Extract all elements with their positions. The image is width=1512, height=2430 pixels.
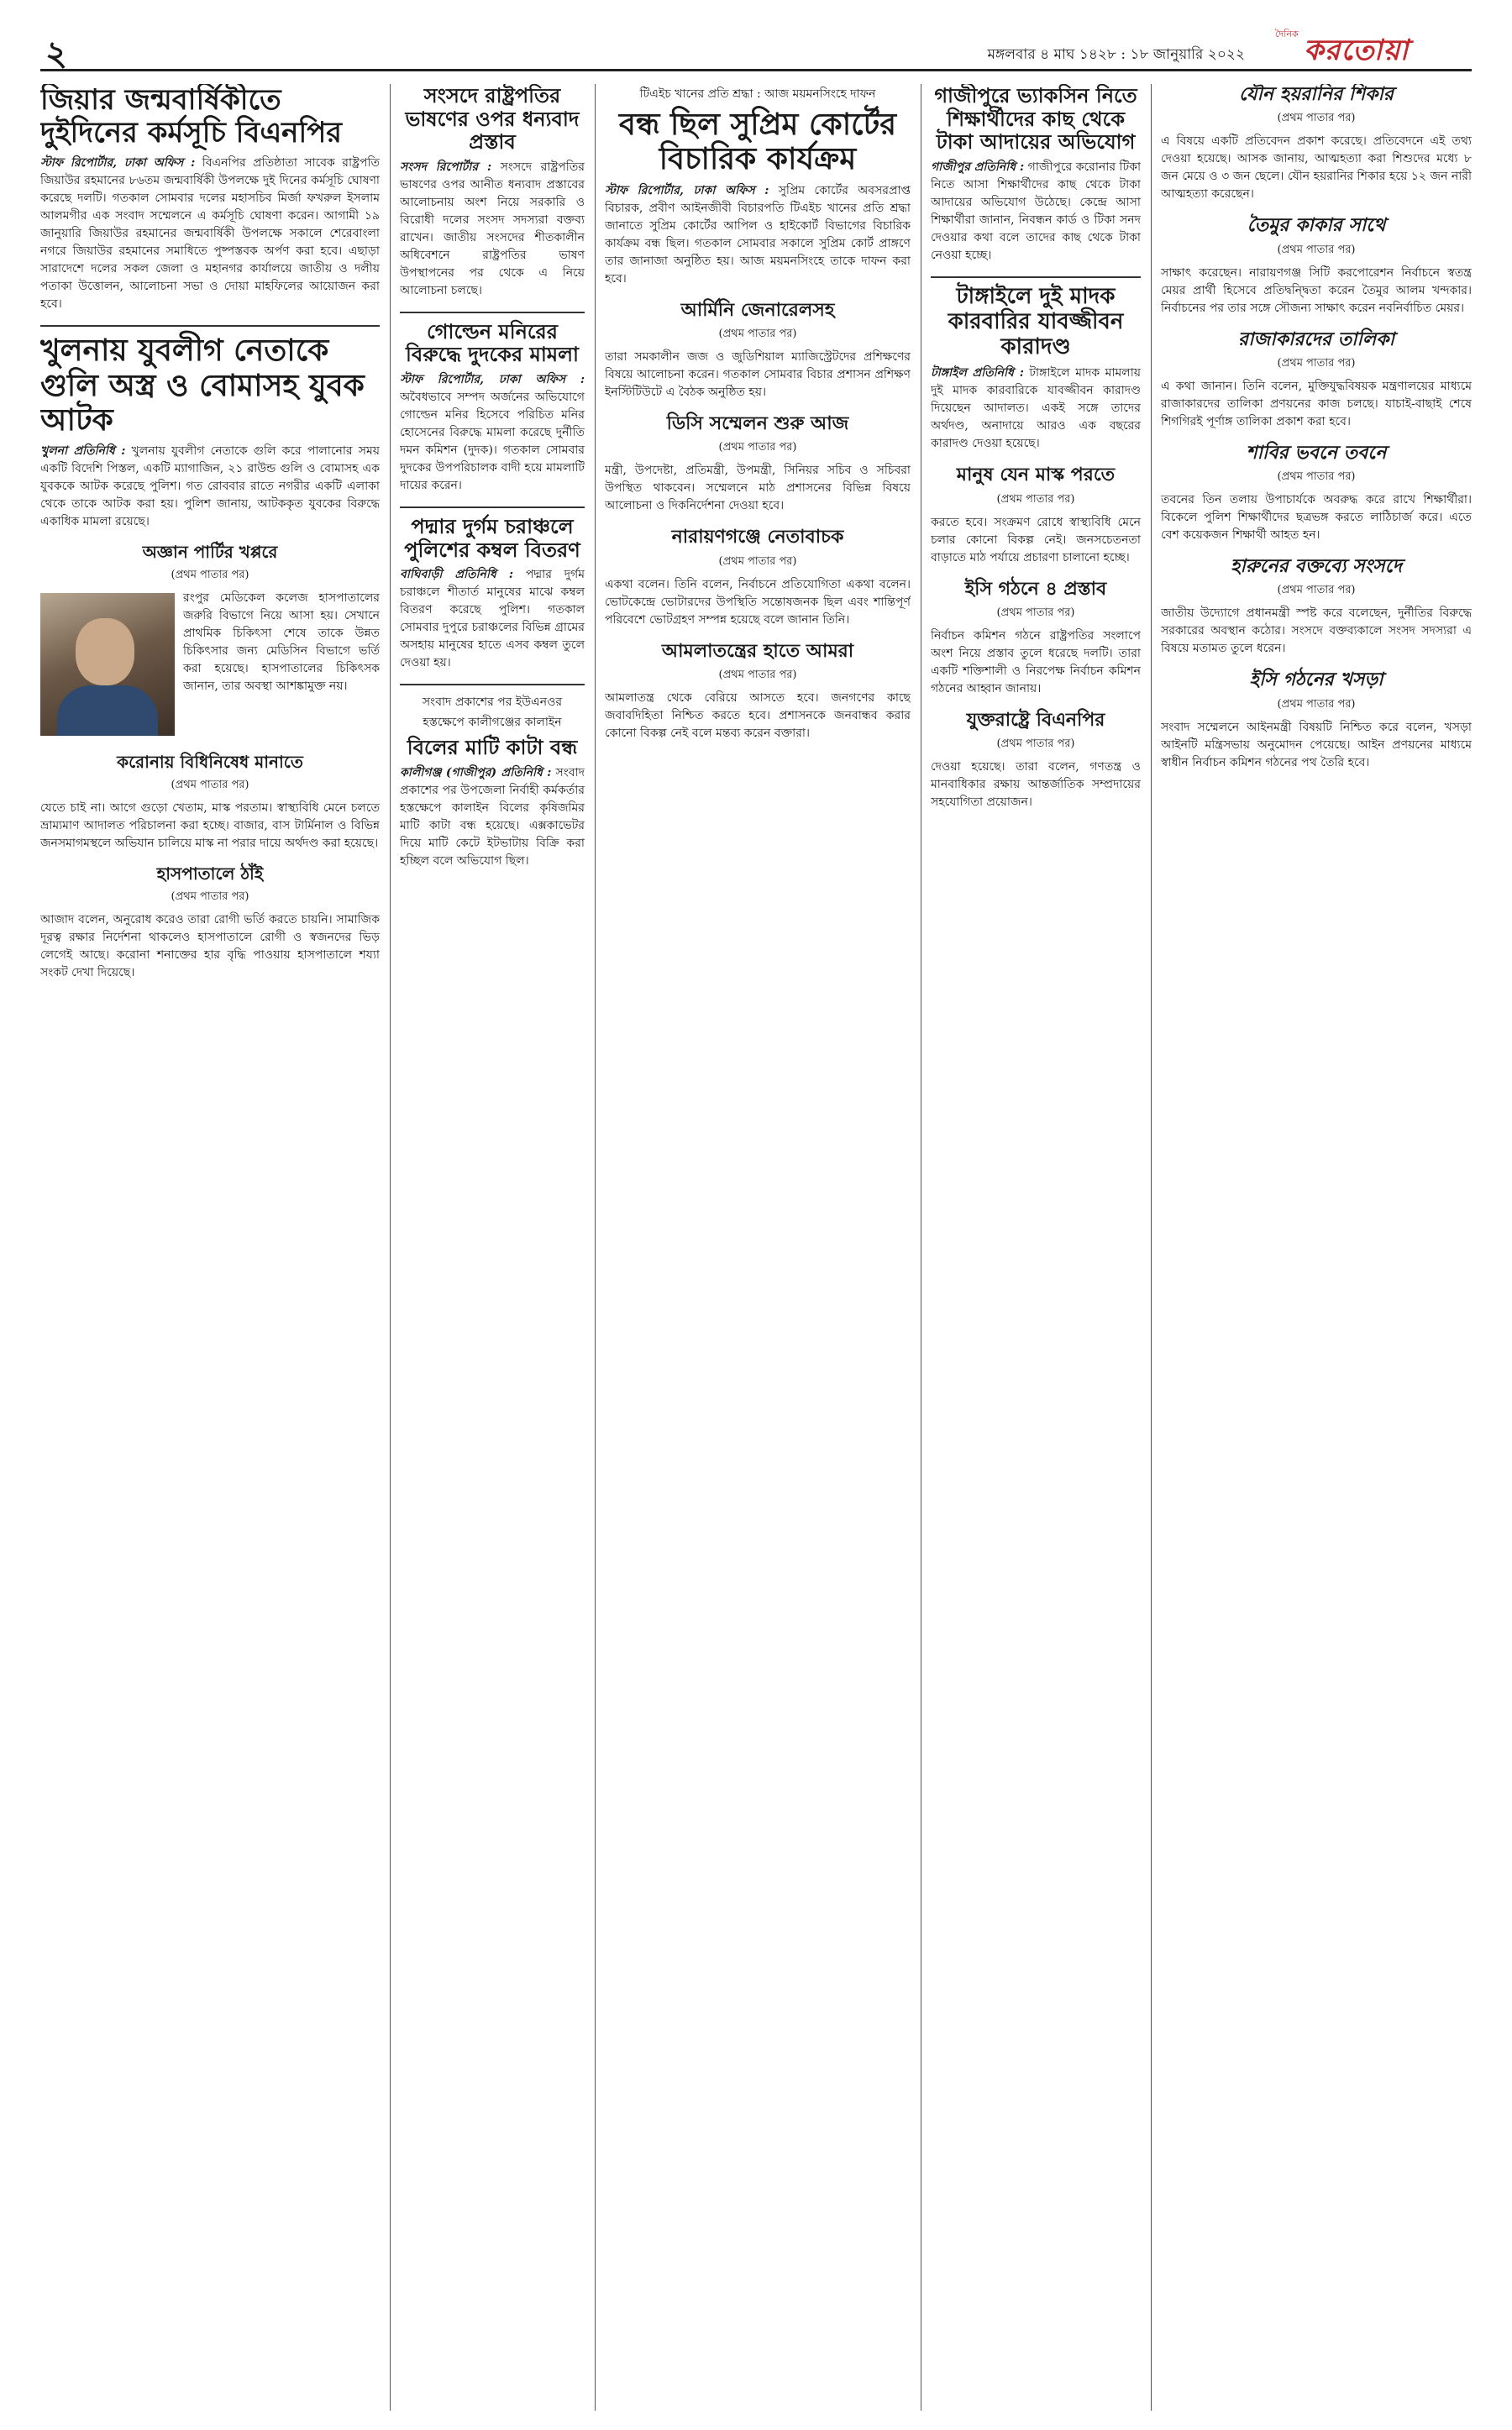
story-usa-bnp	[931, 710, 1141, 811]
story-mask	[931, 464, 1141, 566]
story-text: অবৈধভাবে সম্পদ অর্জনের অভিযোগে গোল্ডেন মনির হিসেবে পরিচিত মনির হোসেনের বিরুদ্ধে মামলা করেছে দুর্নীতি দমন কমিশন (দুদক)। গতকাল সোমবার দুদকের উপপরিচালক বাদী হয়ে মামলাটি দায়ের করেন।	[400, 390, 585, 492]
divider	[931, 276, 1141, 278]
column-rule	[390, 84, 391, 2411]
byline: বাঘিবাড়ী প্রতিনিধি :	[400, 568, 514, 582]
headline: যুক্তরাষ্ট্রে বিএনপির	[966, 709, 1105, 732]
story-corona-restrictions	[40, 753, 380, 853]
story-ec-proposals	[931, 579, 1141, 698]
story-body	[40, 443, 380, 531]
byline: স্টাফ রিপোর্টার, ঢাকা অফিস :	[400, 372, 585, 386]
byline: স্টাফ রিপোর্টার, ঢাকা অফিস :	[605, 183, 769, 197]
story-kaliganj-soil	[400, 692, 585, 870]
headline: আমলাতন্ত্রের হাতে আমরা	[661, 639, 854, 662]
continued-label: (প্রথম পাতার পর)	[1277, 243, 1356, 256]
headline: হারুনের বক্তব্যে সংসদে	[1230, 555, 1403, 578]
story-golden-monir	[400, 320, 585, 495]
story-agyan-party	[40, 543, 380, 741]
continued-label: (প্রথম পাতার পর)	[1277, 470, 1356, 484]
story-text: সাক্ষাৎ করেছেন। নারায়ণগঞ্জ সিটি করপোরেশন নির্বাচনে স্বতন্ত্র মেয়র প্রার্থী হিসেবে প্রতিদ্বন্দ্বিতা করেন তৈমুর আলম খন্দকার। নির্বাচনের পর তার সঙ্গে সৌজন্য সাক্ষাৎ করেন নবনির্বাচিত মেয়র।	[1161, 265, 1472, 315]
divider	[400, 506, 585, 508]
byline: স্টাফ রিপোর্টার, ঢাকা অফিস :	[40, 156, 196, 171]
story-president-speech	[400, 84, 585, 300]
headline: আর্মিনি জেনারেলসহ	[680, 298, 835, 321]
story-text: করতে হবে। সংক্রমণ রোধে স্বাস্থ্যবিধি মেনে চলার কোনো বিকল্প নেই। জনসচেতনতা বাড়াতে মাঠ পর্যায়ে প্রচারণা চালানো হচ্ছে।	[931, 515, 1141, 564]
headline: গাজীপুরে ভ্যাকসিন নিতে শিক্ষার্থীদের কাছ থেকে টাকা আদায়ের অভিযোগ	[934, 84, 1137, 155]
story-text: পদ্মার দুর্গম চরাঞ্চলে শীতার্ত মানুষের মাঝে কম্বল বিতরণ করেছে পুলিশ। গতকাল সোমবার দুপুরে চরাঞ্চলের বিভিন্ন গ্রামের অসহায় মানুষের হাতে এসব কম্বল তুলে দেওয়া হয়।	[400, 568, 585, 670]
continued-label: (প্রথম পাতার পর)	[1277, 584, 1356, 597]
story-text: যেতে চাই না। আগে গুড়ো খেতাম, মাস্ক পরতাম। স্বাস্থ্যবিধি মেনে চলতে ভ্রাম্যমাণ আদালত পরিচালনা করা হচ্ছে। বাজার, বাস টার্মিনাল ও বিভিন্ন জনসমাগমস্থলে অভিযান চালিয়ে মাস্ক না পরার দায়ে অর্থদণ্ড করা হয়েছে।	[40, 801, 380, 851]
continued-label: (প্রথম পাতার পর)	[996, 737, 1075, 751]
story-text: নির্বাচন কমিশন গঠনে রাষ্ট্রপতির সংলাপে অংশ নিয়ে প্রস্তাব তুলে ধরেছে দলটি। তারা একটি শক্তিশালী ও নিরপেক্ষ নির্বাচন কমিশন গঠনের আহ্বান জানায়।	[931, 629, 1141, 696]
story-gazipur-vaccine	[931, 84, 1141, 265]
headline: গোল্ডেন মনিরের বিরুদ্ধে দুদকের মামলা	[406, 318, 579, 367]
story-bureaucracy	[605, 641, 911, 743]
column-5	[1161, 84, 1472, 2411]
continued-label: (প্রথম পাতার পর)	[171, 779, 249, 792]
headline: নারায়ণগঞ্জে নেতাবাচক	[671, 526, 844, 548]
story-harun	[1161, 556, 1472, 658]
kicker: টিএইচ খানের প্রতি শ্রদ্ধা : আজ ময়মনসিংহে দাফন	[639, 87, 876, 101]
story-text: দেওয়া হয়েছে। তারা বলেন, গণতন্ত্র ও মানবাধিকার রক্ষায় আন্তর্জাতিক সম্প্রদায়ের সহযোগিতা প্রয়োজন।	[931, 760, 1141, 810]
headline: টাঙ্গাইলে দুই মাদক কারবারির যাবজ্জীবন কারাদণ্ড	[948, 283, 1124, 360]
story-tangail-verdict	[931, 285, 1141, 454]
column-2	[400, 84, 585, 2411]
headline: খুলনায় যুবলীগ নেতাকে গুলি অস্ত্র ও বোমাসহ যুবক আটক	[40, 333, 365, 438]
story-padma-blankets	[400, 515, 585, 672]
story-text: আজাদ বলেন, অনুরোধ করেও তারা রোগী ভর্তি করতে চায়নি। সামাজিক দূরত্ব রক্ষার নির্দেশনা থাকলেও হাসপাতালে রোগী ও স্বজনদের ভিড় লেগেই আছে। করোনা শনাক্তের হার বৃদ্ধি পাওয়ায় হাসপাতালে শয্যা সংকট দেখা দিয়েছে।	[40, 913, 380, 980]
victim-photo	[40, 593, 175, 736]
story-khulna-shooting	[40, 333, 380, 531]
story-text: গাজীপুরে করোনার টিকা নিতে আসা শিক্ষার্থীদের কাছ থেকে টাকা আদায়ের অভিযোগ উঠেছে। কেন্দ্রে আসা শিক্ষার্থীরা জানান, নিবন্ধন কার্ড ও টিকা সনদ দেওয়ার কথা বলে তাদের কাছ থেকে টাকা নেওয়া হচ্ছে।	[931, 160, 1141, 262]
masthead	[40, 24, 1472, 71]
story-text: সুপ্রিম কোর্টের অবসরপ্রাপ্ত বিচারক, প্রবীণ আইনজীবী বিচারপতি টিএইচ খানের প্রতি শ্রদ্ধা জানাতে সুপ্রিম কোর্টের আপিল ও হাইকোর্ট বিভাগের বিচারিক কার্যক্রম বন্ধ ছিল। গতকাল সোমবার সকালে সুপ্রিম কোর্ট প্রাঙ্গণে তার জানাজা অনুষ্ঠিত হয়। আজ ময়মনসিংহে তাকে দাফন করা হবে।	[605, 183, 911, 286]
story-text: সংবাদ প্রকাশের পর উপজেলা নির্বাহী কর্মকর্তার হস্তক্ষেপে কালাইন বিলের কৃষিজমির মাটি কাটা বন্ধ হয়েছে। এক্সকাভেটর দিয়ে মাটি কেটে ইটভাটায় বিক্রি করা হচ্ছিল বলে অভিযোগ ছিল।	[400, 765, 585, 868]
story-text: টাঙ্গাইলে মাদক মামলায় দুই মাদক কারবারিকে যাবজ্জীবন কারাদণ্ড দিয়েছেন আদালত। একই সঙ্গে তাদের অর্থদণ্ড, অনাদায়ে আরও এক বছরের কারাদণ্ড দেওয়া হয়েছে।	[931, 366, 1141, 451]
continued-label: (প্রথম পাতার পর)	[718, 668, 797, 681]
continued-label: (প্রথম পাতার পর)	[171, 569, 249, 582]
continued-label: (প্রথম পাতার পর)	[718, 554, 797, 568]
continued-label: (প্রথম পাতার পর)	[718, 441, 797, 454]
story-text: সংসদে রাষ্ট্রপতির ভাষণের ওপর আনীত ধন্যবাদ প্রস্তাবের আলোচনায় অংশ নিয়ে সরকারি ও বিরোধী দলের সংসদ সদস্যরা বক্তব্য রাখেন। জাতীয় সংসদের শীতকালীন অধিবেশনে রাষ্ট্রপতির ভাষণ উপস্থাপনের পর থেকে এ নিয়ে আলোচনা চলছে।	[400, 160, 585, 297]
story-text: সংবাদ সম্মেলনে আইনমন্ত্রী বিষয়টি নিশ্চিত করে বলেন, খসড়া আইনটি মন্ত্রিসভায় অনুমোদন পেয়েছে। আইন প্রণয়নের মাধ্যমে স্বাধীন নির্বাচন কমিশন গঠনের পথ তৈরি হবে।	[1161, 720, 1472, 769]
kicker: সংবাদ প্রকাশের পর ইউএনওর হস্তক্ষেপে কালীগঞ্জের কালাইন	[422, 695, 563, 730]
headline: ইসি গঠনের খসড়া	[1249, 669, 1383, 691]
story-body	[400, 566, 585, 672]
headline: ডিসি সম্মেলন শুরু আজ	[666, 412, 849, 435]
column-1	[40, 84, 380, 2411]
newspaper-logo	[1270, 24, 1472, 66]
story-body	[931, 365, 1141, 453]
story-hospital	[40, 864, 380, 982]
headline: জিয়ার জন্মবার্ষিকীতে দুইদিনের কর্মসূচি বিএনপির	[40, 84, 342, 150]
divider	[400, 684, 585, 685]
story-body	[931, 159, 1141, 265]
headline: পদ্মার দুর্গম চরাঞ্চলে পুলিশের কম্বল বিতরণ	[404, 513, 580, 562]
headline: হাসপাতালে ঠাঁই	[156, 863, 264, 884]
story-zia-anniversary	[40, 84, 380, 313]
headline: শাবির ভবনে তবনে	[1246, 441, 1387, 464]
column-rule	[1151, 84, 1152, 2411]
story-text: আমলাতন্ত্র থেকে বেরিয়ে আসতে হবে। জনগণের কাছে জবাবদিহিতা নিশ্চিত করতে হবে। প্রশাসনকে জনবান্ধব করার কোনো বিকল্প নেই বলে মন্তব্য করেন বক্তারা।	[605, 690, 911, 740]
page-number: ২	[45, 34, 68, 73]
byline: গাজীপুর প্রতিনিধি :	[931, 160, 1025, 174]
byline: খুলনা প্রতিনিধি :	[40, 444, 126, 459]
divider	[400, 312, 585, 313]
story-text: একথা বলেন। তিনি বলেন, নির্বাচনে প্রতিযোগিতা একথা বলেন। ভোটকেন্দ্রে ভোটারদের উপস্থিতি সন্তোষজনক ছিল এবং শান্তিপূর্ণ পরিবেশে ভোটগ্রহণ সম্পন্ন হয়েছে বলে জানান তিনি।	[605, 577, 911, 627]
headline: রাজাকারদের তালিকা	[1238, 328, 1394, 350]
story-text: এ বিষয়ে একটি প্রতিবেদন প্রকাশ করেছে। প্রতিবেদনে এই তথ্য দেওয়া হয়েছে। আসক জানায়, আত্মহত্যা করা শিশুদের মধ্যে ৮ জন মেয়ে ও ৩ জন ছেলে। যৌন হয়রানির শিকার হয়ে ১২ জন নারী আত্মহত্যা করেছেন।	[1161, 134, 1472, 202]
story-text: এ কথা জানান। তিনি বলেন, মুক্তিযুদ্ধবিষয়ক মন্ত্রণালয়ের মাধ্যমে রাজাকারদের তালিকা প্রণয়নের কাজ চলছে। যাচাই-বাছাই শেষে শিগগিরই পূর্ণাঙ্গ তালিকা প্রকাশ করা হবে।	[1161, 379, 1472, 428]
continued-label: (প্রথম পাতার পর)	[1277, 356, 1356, 370]
divider	[40, 325, 380, 327]
logo-small-text: দৈনিক	[1275, 29, 1299, 39]
headline: যৌন হয়রানির শিকার	[1238, 84, 1394, 105]
story-sust	[1161, 443, 1472, 544]
story-body	[400, 371, 585, 495]
headline: মানুষ যেন মাস্ক পরতে	[956, 464, 1116, 486]
story-text: মন্ত্রী, উপদেষ্টা, প্রতিমন্ত্রী, উপমন্ত্রী, সিনিয়র সচিব ও সচিবরা উপস্থিত থাকবেন। সম্মেলনে মাঠ প্রশাসনের বিভিন্ন বিষয়ে আলোচনা ও দিকনির্দেশনা দেওয়া হবে।	[605, 464, 911, 513]
column-3	[605, 84, 911, 2411]
story-supreme-court	[605, 84, 911, 288]
story-taimur	[1161, 215, 1472, 317]
story-narayanganj	[605, 527, 911, 628]
story-text: খুলনায় যুবলীগ নেতাকে গুলি করে পালানোর সময় একটি বিদেশি পিস্তল, একটি ম্যাগাজিন, ২১ রাউন্ড গুলি ও বোমাসহ এক যুবককে আটক করেছে পুলিশ। গত রোববার রাতে নগরীর একটি এলাকা থেকে তাকে আটক করা হয়। পুলিশ জানায়, আটককৃত যুবকের বিরুদ্ধে একাধিক মামলা রয়েছে।	[40, 444, 380, 529]
story-razakar-list	[1161, 329, 1472, 431]
headline: তৈমুর কাকার সাথে	[1247, 214, 1386, 237]
headline: বিলের মাটি কাটা বন্ধ	[407, 735, 578, 760]
issue-date: মঙ্গলবার ৪ মাঘ ১৪২৮ : ১৮ জানুয়ারি ২০২২	[987, 46, 1245, 63]
story-body	[400, 764, 585, 870]
story-dc-conference	[605, 413, 911, 515]
headline: সংসদে রাষ্ট্রপতির ভাষণের ওপর ধন্যবাদ প্রস্তাব	[405, 84, 580, 155]
continued-label: (প্রথম পাতার পর)	[1277, 112, 1356, 125]
headline: করোনায় বিধিনিষেধ মানাতে	[117, 752, 303, 773]
story-body	[400, 159, 585, 300]
story-text: রংপুর মেডিকেল কলেজ হাসপাতালের জরুরি বিভাগে নিয়ে আসা হয়। সেখানে প্রাথমিক চিকিৎসা শেষে তাকে উন্নত চিকিৎসার জন্য মেডিসিন বিভাগে ভর্তি করা হয়েছে। হাসপাতালের চিকিৎসক জানান, তার অবস্থা আশঙ্কামুক্ত নয়।	[183, 591, 380, 694]
continued-label: (প্রথম পাতার পর)	[718, 328, 797, 341]
story-body	[605, 182, 911, 288]
byline: কালীগঞ্জ (গাজীপুর) প্রতিনিধি :	[400, 765, 552, 779]
story-harassment	[1161, 84, 1472, 203]
byline: সংসদ রিপোর্টার :	[400, 160, 492, 174]
continued-label: (প্রথম পাতার পর)	[1277, 697, 1356, 711]
story-text: জাতীয় উদ্যোগে প্রধানমন্ত্রী স্পষ্ট করে বলেছেন, দুর্নীতির বিরুদ্ধে সরকারের অবস্থান কঠোর। সংসদে বক্তব্যকালে সংসদ সদস্যরা এ বিষয়ে মতামত তুলে ধরেন।	[1161, 606, 1472, 656]
story-body	[40, 155, 380, 313]
byline: টাঙ্গাইল প্রতিনিধি :	[931, 366, 1024, 381]
headline: বন্ধ ছিল সুপ্রিম কোর্টের বিচারিক কার্যক্রম	[618, 107, 897, 177]
headline: অজ্ঞান পার্টির খপ্পরে	[142, 542, 278, 563]
story-ec-draft	[1161, 669, 1472, 771]
story-text: তারা সমকালীন জজ ও জুডিশিয়াল ম্যাজিস্ট্রেটদের প্রশিক্ষণের বিষয়ে আলোচনা করেন। গতকাল সোমবার বিচার প্রশাসন প্রশিক্ষণ ইনস্টিটিউটে এ বৈঠক অনুষ্ঠিত হয়।	[605, 350, 911, 400]
continued-label: (প্রথম পাতার পর)	[996, 492, 1075, 506]
story-text: তবনের তিন তলায় উপাচার্যকে অবরুদ্ধ করে রাখে শিক্ষার্থীরা। বিকেলে পুলিশ শিক্ষার্থীদের ছত্রভঙ্গ করতে লাঠিচার্জ করে। এতে বেশ কয়েকজন শিক্ষার্থী আহত হন।	[1161, 493, 1472, 543]
column-rule	[595, 84, 596, 2411]
headline: ইসি গঠনে ৪ প্রস্তাব	[964, 577, 1107, 600]
logo-main-text: করতোয়া	[1304, 34, 1410, 67]
story-text: বিএনপির প্রতিষ্ঠাতা সাবেক রাষ্ট্রপতি জিয়াউর রহমানের ৮৬তম জন্মবার্ষিকী উপলক্ষে দুই দিনের কর্মসূচি ঘোষণা করেছে দলটি। গতকাল সোমবার দলের মহাসচিব মির্জা ফখরুল ইসলাম আলমগীর এক সংবাদ সম্মেলনে এ কর্মসূচি ঘোষণা করেন। আগামী ১৯ জানুয়ারি জিয়াউর রহমানের জন্মবার্ষিকী উপলক্ষে সকালে শেরেবাংলা নগরে জিয়াউর রহমানের সমাধিতে পুষ্পস্তবক অর্পণ করা হবে। এছাড়া সারাদেশে দলের সকল জেলা ও মহানগর কার্যালয়ে জাতীয় ও দলীয় পতাকা উত্তোলন, আলোচনা সভা ও দোয়া মাহফিলের আয়োজন করা হবে।	[40, 156, 380, 312]
column-4	[931, 84, 1141, 2411]
story-attorney-general	[605, 300, 911, 402]
continued-label: (প্রথম পাতার পর)	[996, 606, 1075, 620]
continued-label: (প্রথম পাতার পর)	[171, 890, 249, 904]
